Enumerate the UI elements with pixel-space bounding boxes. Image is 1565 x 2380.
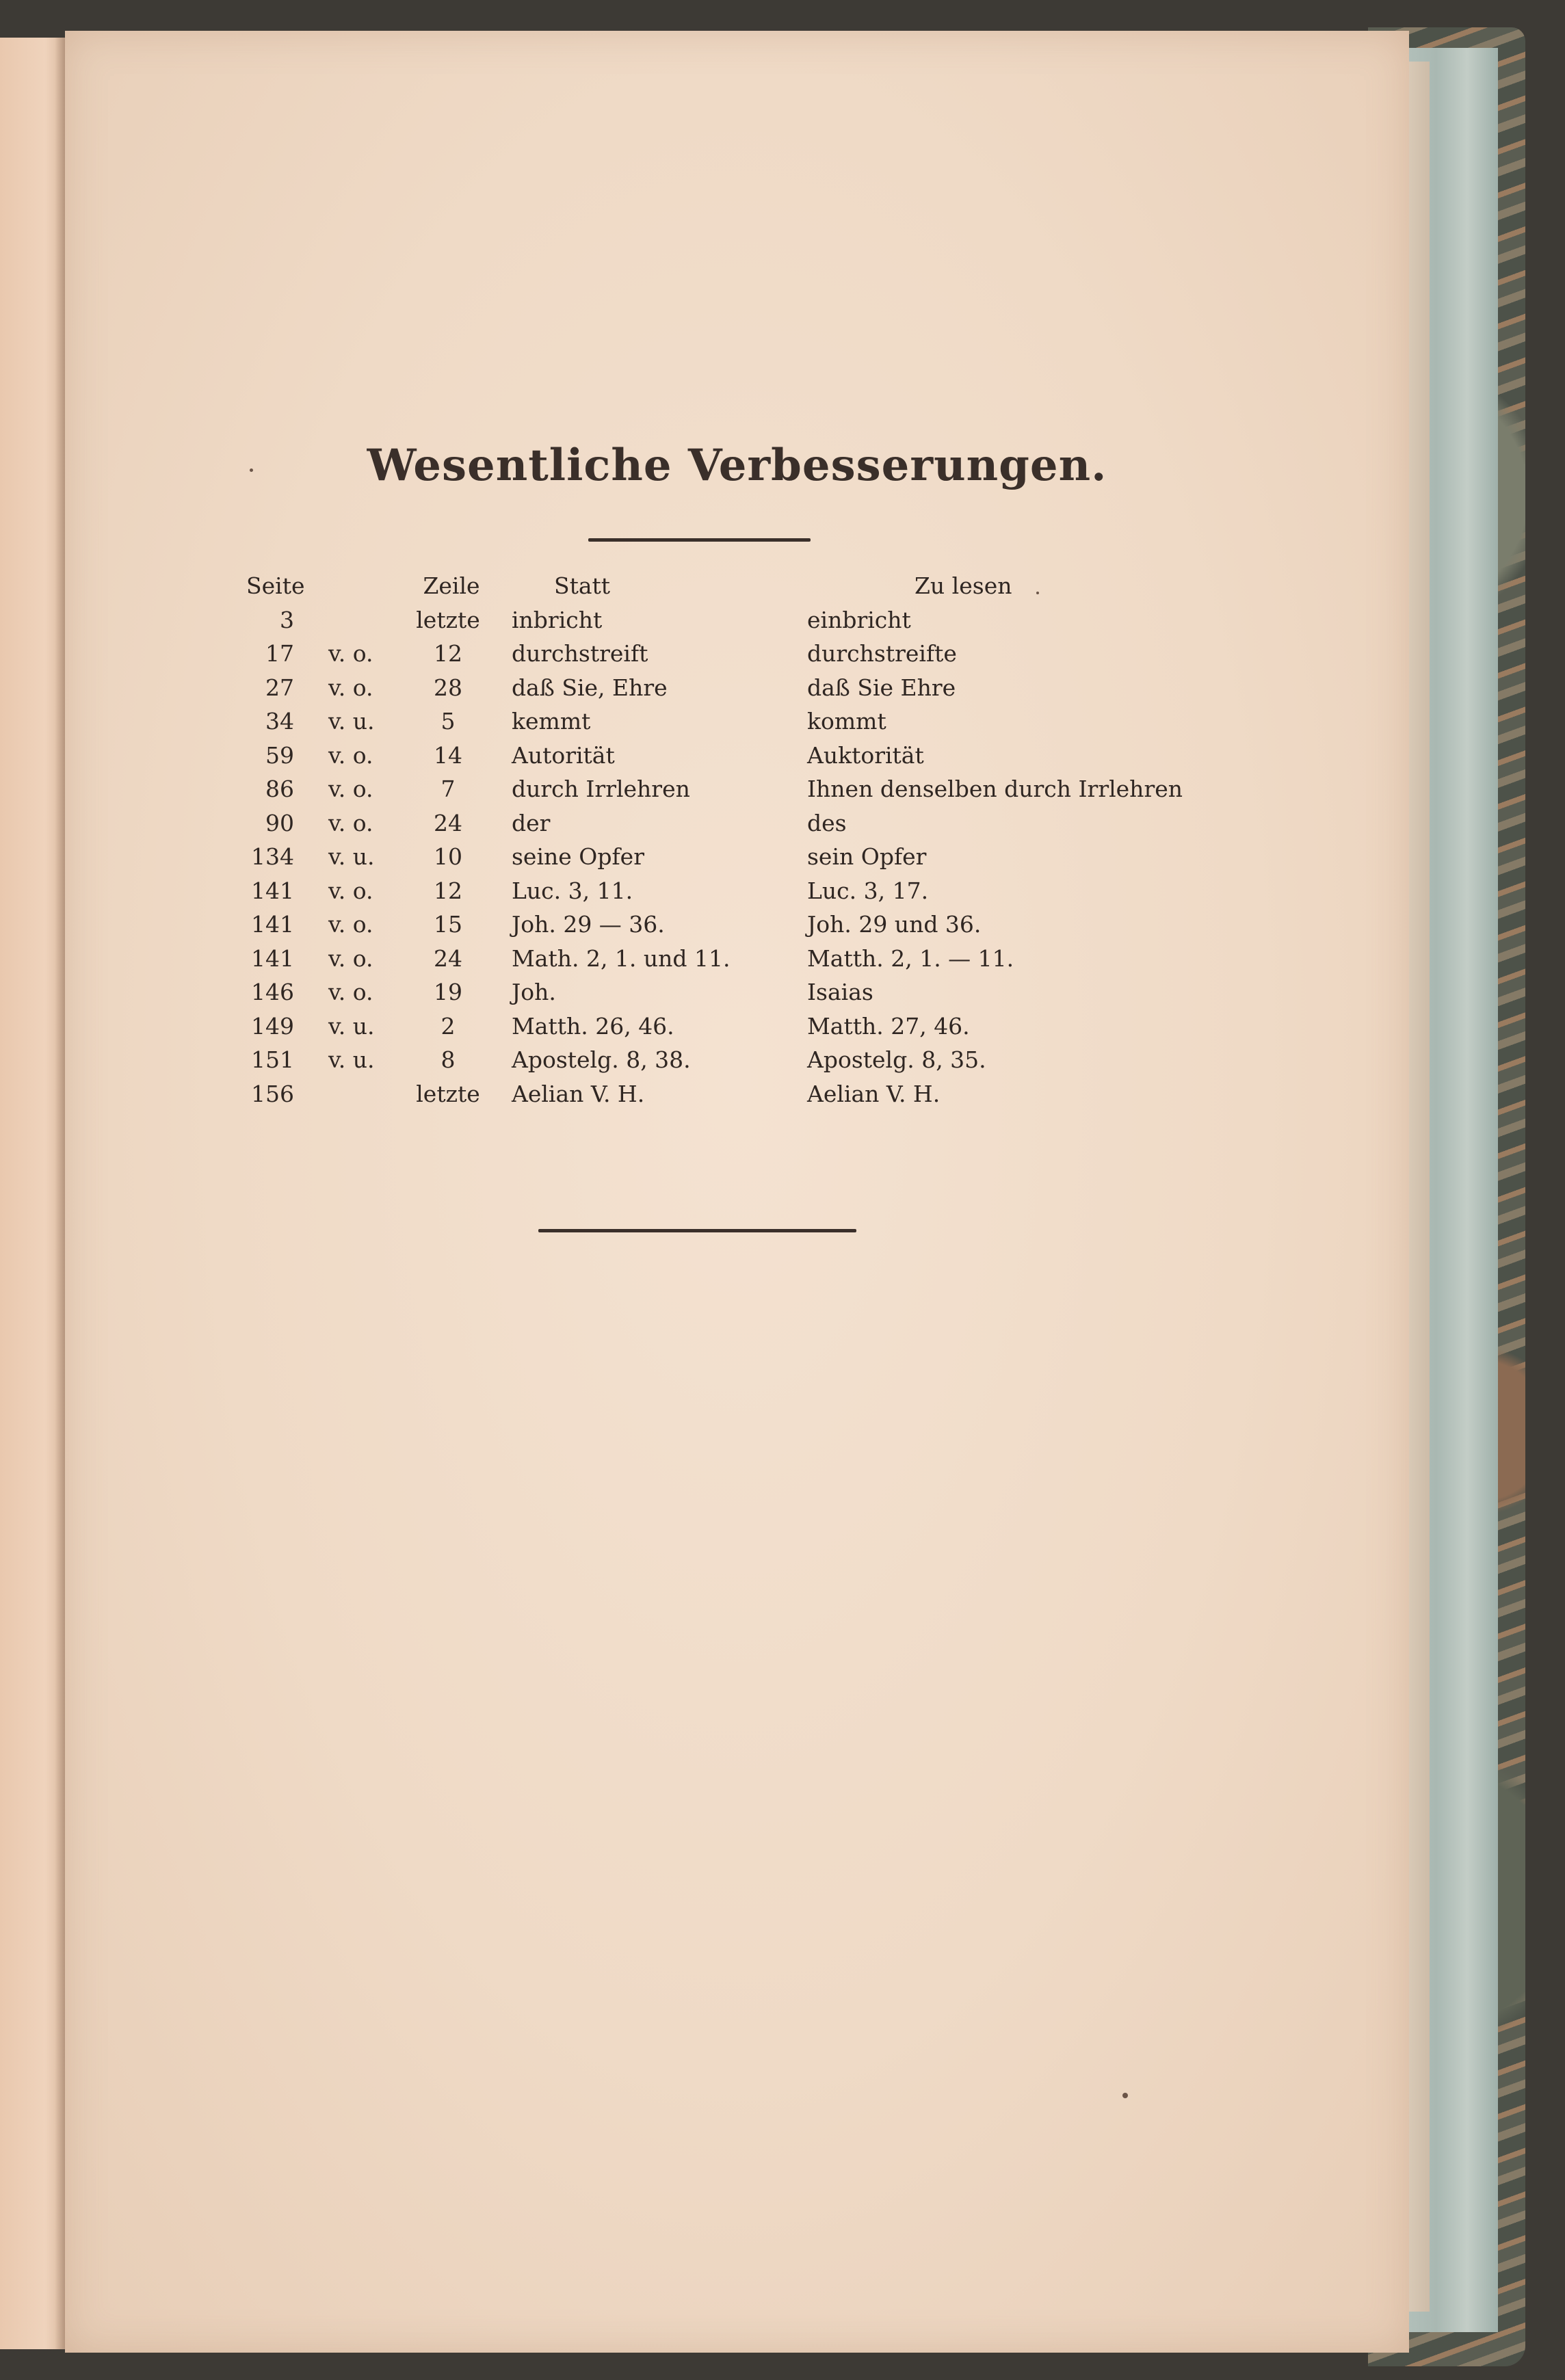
row-zu-lesen: Auktorität: [807, 741, 924, 769]
row-seite: 27: [265, 674, 294, 701]
row-direction: v. o.: [328, 776, 373, 802]
row-direction: v. o.: [328, 979, 373, 1005]
row-zu-lesen: Ihnen denselben durch Irrlehren: [807, 776, 1183, 802]
row-zu-lesen: des: [807, 809, 847, 836]
row-seite: 34: [265, 708, 294, 735]
row-seite: 86: [265, 776, 294, 802]
row-zu-lesen: sein Opfer: [807, 843, 927, 870]
row-zu-lesen: Matth. 2, 1. — 11.: [807, 944, 1014, 972]
row-statt: Luc. 3, 11.: [512, 877, 633, 904]
row-zeile: 8: [440, 1046, 456, 1073]
row-zeile: 24: [434, 944, 462, 972]
row-seite: 59: [265, 741, 294, 769]
row-direction: v. o.: [328, 911, 373, 938]
row-direction: v. u.: [328, 708, 375, 735]
row-zeile: letzte: [416, 606, 480, 633]
row-zu-lesen: durchstreifte: [807, 640, 957, 667]
row-zeile: 2: [440, 1012, 456, 1040]
header-zeile: Zeile: [423, 572, 480, 599]
row-zu-lesen: Matth. 27, 46.: [807, 1012, 970, 1040]
ink-speck: [1122, 2093, 1128, 2098]
row-seite: 156: [251, 1080, 294, 1107]
heading-rule: [588, 538, 811, 542]
row-zu-lesen: Joh. 29 und 36.: [807, 911, 982, 938]
row-zu-lesen: Isaias: [807, 979, 873, 1005]
ink-speck: [250, 468, 253, 472]
row-zu-lesen: einbricht: [807, 606, 911, 633]
row-zeile: 10: [434, 843, 462, 870]
row-direction: v. o.: [328, 809, 373, 836]
row-zeile: 15: [434, 911, 462, 938]
row-zeile: 12: [434, 877, 462, 904]
row-zu-lesen: Apostelg. 8, 35.: [807, 1046, 986, 1073]
row-statt: der: [512, 809, 551, 836]
row-zu-lesen: Aelian V. H.: [807, 1080, 941, 1107]
row-seite: 146: [251, 979, 294, 1005]
row-seite: 141: [251, 911, 294, 938]
row-zu-lesen: kommt: [807, 708, 886, 735]
row-statt: Math. 2, 1. und 11.: [512, 944, 731, 972]
row-zeile: 7: [440, 776, 456, 802]
row-statt: daß Sie, Ehre: [512, 674, 668, 701]
header-zu-lesen: Zu lesen: [915, 572, 1012, 599]
row-zeile: letzte: [416, 1080, 480, 1107]
row-seite: 134: [251, 843, 294, 870]
row-statt: Joh.: [512, 979, 556, 1005]
row-direction: v. u.: [328, 843, 375, 870]
row-statt: Aelian V. H.: [512, 1080, 645, 1107]
row-direction: v. o.: [328, 741, 373, 769]
row-direction: v. o.: [328, 944, 373, 972]
row-direction: v. o.: [328, 640, 373, 667]
row-zeile: 5: [440, 708, 456, 735]
row-seite: 90: [265, 809, 294, 836]
row-statt: kemmt: [512, 708, 591, 735]
book-page: [65, 31, 1409, 2353]
row-seite: 141: [251, 944, 294, 972]
row-seite: 141: [251, 877, 294, 904]
row-zeile: 19: [434, 979, 462, 1005]
row-seite: 151: [251, 1046, 294, 1073]
row-statt: Autorität: [512, 741, 615, 769]
row-direction: v. u.: [328, 1012, 375, 1040]
row-direction: v. o.: [328, 877, 373, 904]
row-zeile: 24: [434, 809, 462, 836]
row-direction: v. u.: [328, 1046, 375, 1073]
row-statt: durchstreift: [512, 640, 648, 667]
row-zeile: 12: [434, 640, 462, 667]
row-statt: inbricht: [512, 606, 603, 633]
row-zu-lesen: Luc. 3, 17.: [807, 877, 929, 904]
row-direction: v. o.: [328, 674, 373, 701]
row-statt: durch Irrlehren: [512, 776, 690, 802]
closing-rule: [538, 1229, 856, 1232]
page-heading: Wesentliche Verbesserungen.: [367, 440, 1107, 491]
row-zu-lesen: daß Sie Ehre: [807, 674, 956, 701]
header-statt: Statt: [554, 572, 611, 599]
header-seite: Seite: [246, 572, 305, 599]
row-zeile: 14: [434, 741, 462, 769]
row-seite: 17: [265, 640, 294, 667]
row-statt: Matth. 26, 46.: [512, 1012, 674, 1040]
ink-speck: [1036, 592, 1039, 594]
row-statt: Apostelg. 8, 38.: [512, 1046, 691, 1073]
row-zeile: 28: [434, 674, 462, 701]
row-seite: 149: [251, 1012, 294, 1040]
row-statt: Joh. 29 — 36.: [512, 911, 665, 938]
row-seite: 3: [280, 606, 294, 633]
row-statt: seine Opfer: [512, 843, 644, 870]
